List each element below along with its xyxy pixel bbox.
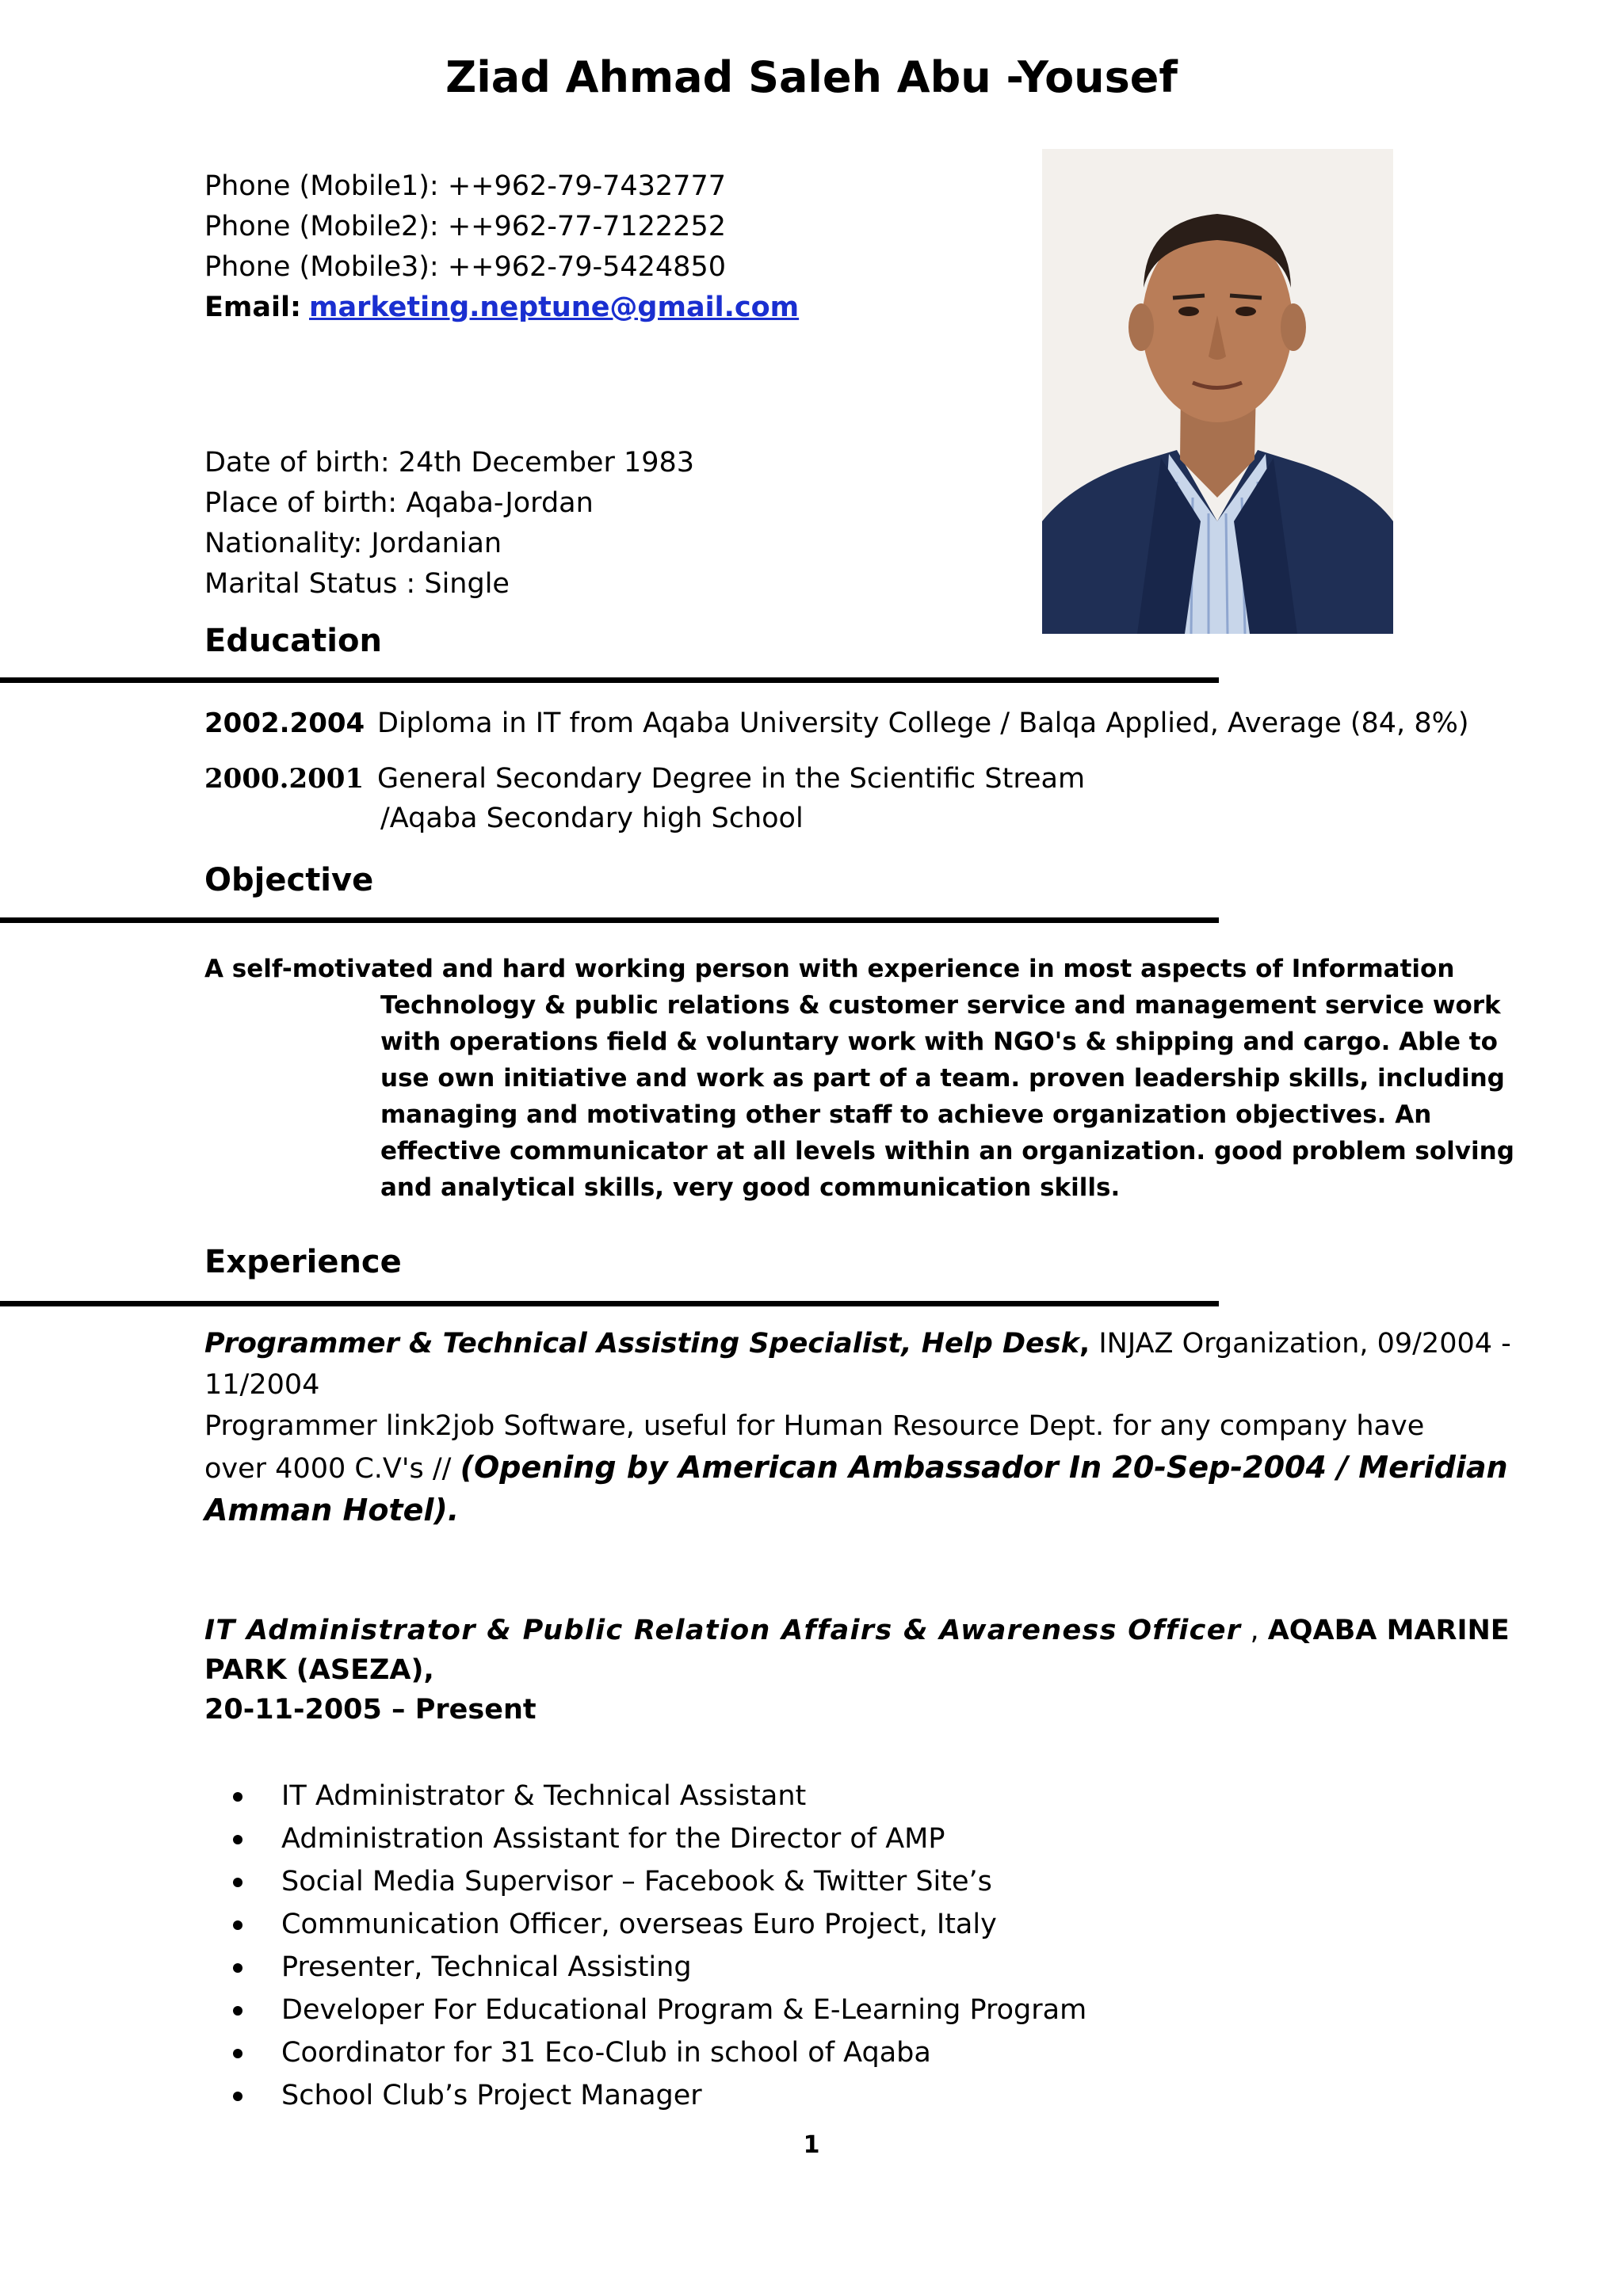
- objective-line: A self-motivated and hard working person with experience in most aspects of Information: [204, 955, 1455, 983]
- objective-divider: [0, 917, 1219, 923]
- education-description: Diploma in IT from Aqaba University College / Balqa Applied, Average (84, 8%): [377, 707, 1469, 739]
- page-number: 1: [803, 2131, 820, 2159]
- education-year: 2002.2004: [204, 707, 365, 739]
- job-title-comma: ,: [1079, 1328, 1090, 1360]
- job-organization: AQABA MARINE: [1267, 1615, 1510, 1646]
- objective-line: managing and motivating other staff to achieve organization objectives. An: [380, 1100, 1432, 1129]
- job-highlight: (Opening by American Ambassador In 20-Sep-2004 / Meridian: [460, 1450, 1508, 1485]
- experience-divider: [0, 1301, 1219, 1306]
- objective-line: and analytical skills, very good communication skills.: [380, 1173, 1121, 1202]
- education-description: General Secondary Degree in the Scientific Stream: [377, 763, 1086, 795]
- job-organization: INJAZ Organization, 09/2004 -: [1090, 1328, 1511, 1360]
- job-title: IT Administrator & Public Relation Affairs & Awareness Officer: [204, 1615, 1242, 1646]
- education-divider: [0, 677, 1219, 683]
- education-heading: Education: [204, 623, 382, 659]
- job-highlight-cont: Amman Hotel).: [204, 1493, 460, 1527]
- objective-heading: Objective: [204, 862, 374, 898]
- phone-mobile2: Phone (Mobile2): ++962-77-7122252: [204, 211, 726, 242]
- list-item: Coordinator for 31 Eco-Club in school of Aqaba: [230, 2031, 1086, 2074]
- objective-line: effective communicator at all levels within an organization. good problem solving: [380, 1137, 1514, 1165]
- experience-heading: Experience: [204, 1244, 402, 1280]
- email-link[interactable]: marketing.neptune@gmail.com: [309, 292, 800, 323]
- date-of-birth: Date of birth: 24th December 1983: [204, 447, 695, 479]
- job-dates: 20-11-2005 – Present: [204, 1694, 537, 1726]
- job-description-line2: [204, 1447, 1511, 1489]
- job-description-text: over 4000 C.V's //: [204, 1453, 460, 1485]
- list-item: Developer For Educational Program & E-Learning Program: [230, 1989, 1086, 2031]
- phone-mobile3: Phone (Mobile3): ++962-79-5424850: [204, 251, 726, 283]
- phone-mobile1: Phone (Mobile1): ++962-79-7432777: [204, 170, 726, 202]
- candidate-name: Ziad Ahmad Saleh Abu -Yousef: [445, 52, 1178, 102]
- list-item: Administration Assistant for the Director of AMP: [230, 1817, 1086, 1860]
- list-item: Communication Officer, overseas Euro Project, Italy: [230, 1903, 1086, 1946]
- job-title-line: [204, 1611, 1510, 1650]
- email-label: Email:: [204, 292, 301, 323]
- job-entry-injaz: [204, 1323, 1511, 1531]
- marital-status: Marital Status : Single: [204, 568, 510, 600]
- job-entry-amp: [204, 1611, 1510, 1730]
- job-dates: 11/2004: [204, 1369, 320, 1401]
- objective-line: Technology & public relations & customer service and management service work: [380, 991, 1501, 1020]
- email-row: [204, 288, 799, 328]
- job-title: Programmer & Technical Assisting Specialist, Help Desk: [204, 1328, 1079, 1360]
- list-item: IT Administrator & Technical Assistant: [230, 1775, 1086, 1817]
- education-description-cont: /Aqaba Secondary high School: [380, 803, 804, 834]
- personal-info: [204, 443, 694, 605]
- list-item: Presenter, Technical Assisting: [230, 1946, 1086, 1989]
- nationality: Nationality: Jordanian: [204, 528, 502, 559]
- objective-line: with operations field & voluntary work with NGO's & shipping and cargo. Able to: [380, 1028, 1498, 1056]
- job-title-line: [204, 1323, 1511, 1364]
- job-description: Programmer link2job Software, useful for Human Resource Dept. for any company have: [204, 1410, 1425, 1442]
- list-item: Social Media Supervisor – Facebook & Twitter Site’s: [230, 1860, 1086, 1903]
- objective-line: use own initiative and work as part of a team. proven leadership skills, including: [380, 1064, 1505, 1093]
- contact-block: [204, 166, 799, 328]
- list-item: School Club’s Project Manager: [230, 2074, 1086, 2117]
- place-of-birth: Place of birth: Aqaba-Jordan: [204, 487, 594, 519]
- education-year: 2000.2001: [204, 763, 365, 795]
- job-duties-list: [230, 1775, 1086, 2117]
- job-separator: ,: [1241, 1615, 1268, 1646]
- job-organization-cont: PARK (ASEZA),: [204, 1654, 434, 1686]
- profile-photo: [1042, 149, 1393, 634]
